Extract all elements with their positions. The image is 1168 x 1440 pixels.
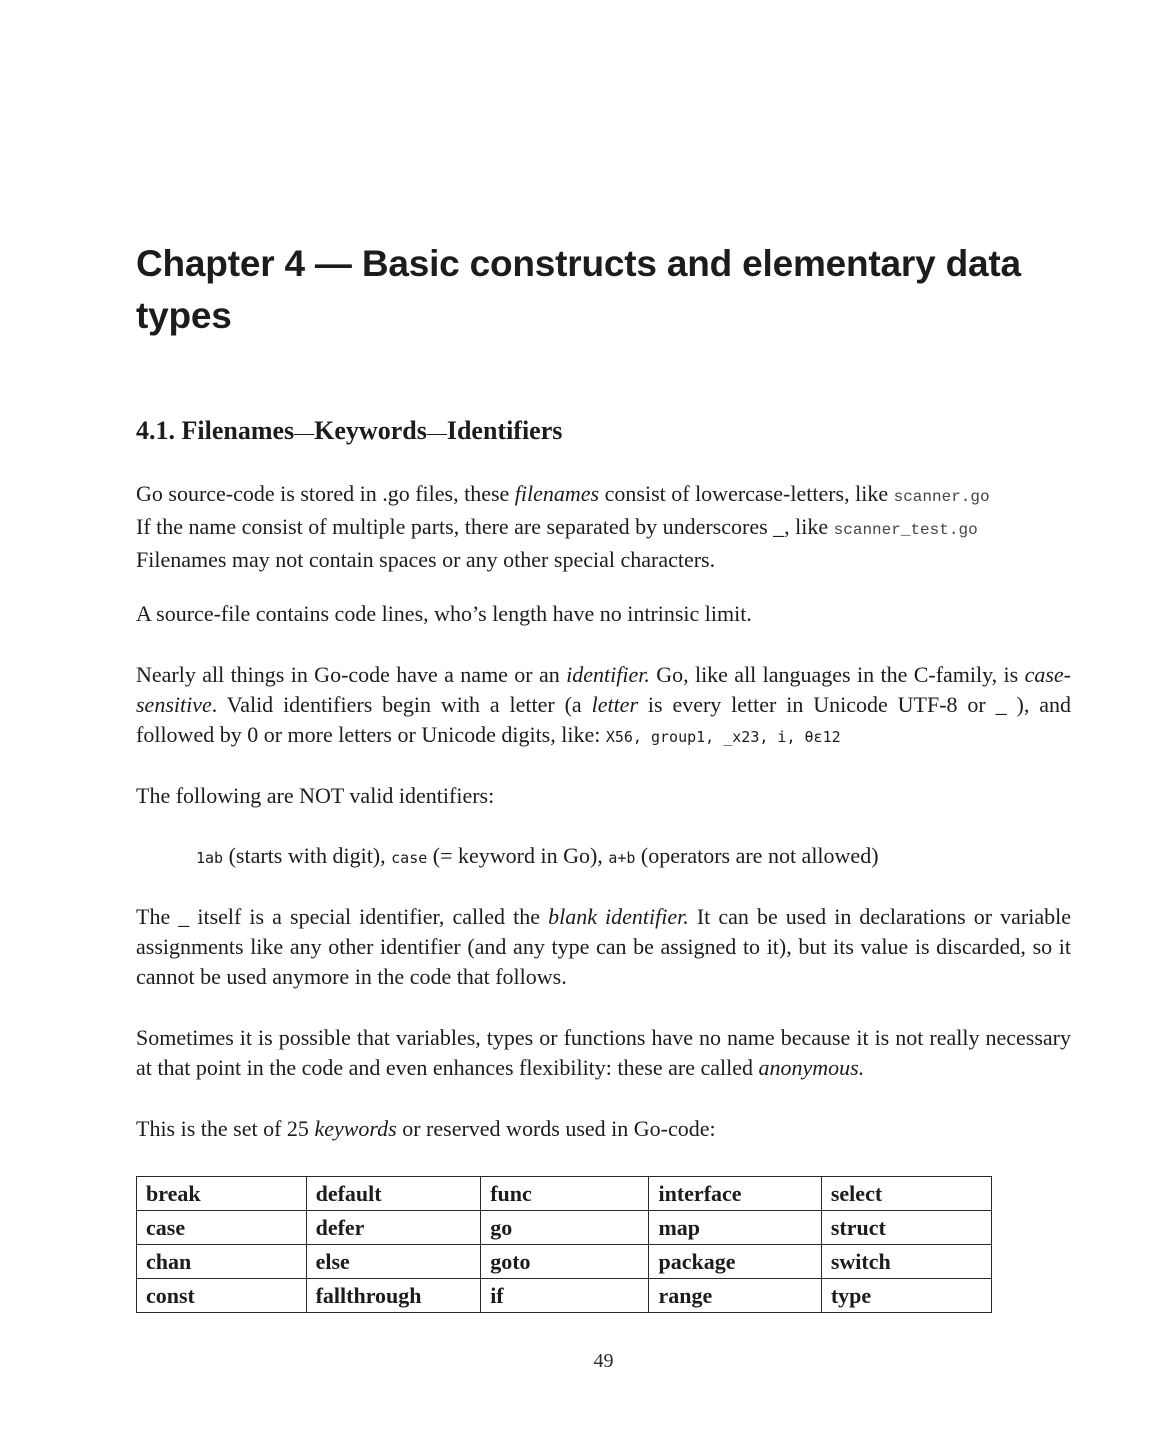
keyword-cell: struct — [821, 1211, 991, 1245]
paragraph-invalid-heading: The following are NOT valid identifiers: — [136, 783, 495, 808]
keywords-table — [136, 1176, 992, 1313]
keyword-cell: default — [306, 1177, 481, 1211]
keyword-cell: const — [137, 1279, 307, 1313]
keyword-cell: range — [649, 1279, 821, 1313]
chapter-title: Chapter 4 — Basic constructs and elementary data types — [136, 243, 1021, 336]
page-number: 49 — [593, 1350, 614, 1372]
section-title: 4.1. Filenames—Keywords—Identifiers — [136, 416, 563, 445]
paragraph-invalid-examples: 1ab (starts with digit), case (= keyword in Go), a+b (operators are not allowed) — [196, 843, 879, 868]
keyword-cell: package — [649, 1245, 821, 1279]
keyword-cell: interface — [649, 1177, 821, 1211]
table-row — [137, 1211, 992, 1245]
keyword-cell: if — [481, 1279, 649, 1313]
paragraph-identifiers: Nearly all things in Go-code have a name or an identifier. Go, like all languages in the C-family, is case-sensitive. Valid identifiers begin with a letter (a letter is every letter in Unicode UTF-8 or _ ), and followed by 0 or more letters or Unicode digits, like: X56, group1, _x23, i, θε12 — [136, 662, 1072, 747]
keyword-cell: defer — [306, 1211, 481, 1245]
code-filename: scanner.go — [893, 488, 990, 506]
paragraph-line-length: A source-file contains code lines, who’s length have no intrinsic limit. — [136, 601, 752, 626]
keyword-cell: chan — [137, 1245, 307, 1279]
keyword-cell: goto — [481, 1245, 649, 1279]
paragraph-filenames: Go source-code is stored in .go files, these filenames consist of lowercase-letters, like scanner.go If the name consist of multiple parts, there are separated by underscores _, like scanner_test.go Filenames may not contain spaces or any other special characters. — [136, 481, 990, 572]
paragraph-anonymous: Sometimes it is possible that variables, types or functions have no name because it is not really necessary at that point in the code and even enhances flexibility: these are called anonymous. — [136, 1025, 1071, 1080]
paragraph-blank-identifier: The _ itself is a special identifier, called the blank identifier. It can be used in declarations or variable assignments like any other identifier (and any type can be assigned to it), but its value is discarded, so it cannot be used anymore in the code that follows. — [136, 904, 1072, 989]
section-number: 4.1. — [136, 416, 175, 445]
keyword-cell: fallthrough — [306, 1279, 481, 1313]
keyword-cell: map — [649, 1211, 821, 1245]
code-identifiers: X56, group1, _x23, i, θε12 — [605, 728, 841, 746]
keyword-cell: break — [137, 1177, 307, 1211]
keyword-cell: else — [306, 1245, 481, 1279]
keyword-cell: case — [137, 1211, 307, 1245]
table-row — [137, 1177, 992, 1211]
table-row — [137, 1245, 992, 1279]
keyword-cell: go — [481, 1211, 649, 1245]
table-row — [137, 1279, 992, 1313]
keyword-cell: select — [821, 1177, 991, 1211]
keyword-cell: func — [481, 1177, 649, 1211]
keyword-cell: type — [821, 1279, 991, 1313]
code-filename: scanner_test.go — [833, 521, 978, 539]
keyword-cell: switch — [821, 1245, 991, 1279]
paragraph-keywords-intro: This is the set of 25 keywords or reserved words used in Go-code: — [136, 1116, 716, 1141]
